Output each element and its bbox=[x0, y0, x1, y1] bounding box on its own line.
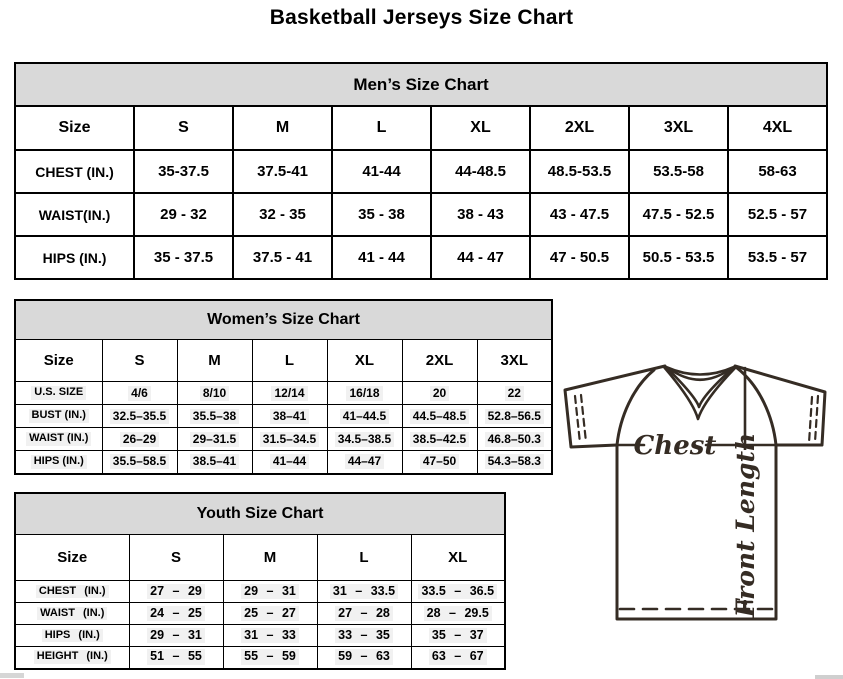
scrollbar-fragment-left bbox=[0, 673, 24, 678]
front-length-label: Front Length bbox=[731, 432, 760, 618]
womens-waist-cell: 31.5–34.5 bbox=[252, 428, 327, 451]
youth-chest-cell: 29 – 31 bbox=[223, 581, 317, 603]
jersey-outline bbox=[565, 366, 825, 619]
womens-bust-cell: 44.5–48.5 bbox=[402, 405, 477, 428]
youth-col-header-l: L bbox=[317, 535, 411, 581]
youth-chest-row bbox=[15, 581, 505, 603]
youth-hips-cell: 35 – 37 bbox=[411, 625, 505, 647]
womens-bust-row bbox=[15, 405, 552, 428]
womens-col-header-xl: XL bbox=[327, 340, 402, 382]
womens-waist-cell: 34.5–38.5 bbox=[327, 428, 402, 451]
youth-waist-row bbox=[15, 603, 505, 625]
youth-size-header: Size bbox=[15, 535, 129, 581]
mens-waist-cell: 29 - 32 bbox=[134, 193, 233, 236]
youth-row-label-height: HEIGHT (IN.) bbox=[15, 647, 129, 669]
mens-hips-cell: 41 - 44 bbox=[332, 236, 431, 279]
womens-row-label-bust: BUST (IN.) bbox=[15, 405, 102, 428]
mens-hips-cell: 37.5 - 41 bbox=[233, 236, 332, 279]
womens-hips-cell: 35.5–58.5 bbox=[102, 451, 177, 474]
youth-hips-cell: 29 – 31 bbox=[129, 625, 223, 647]
mens-waist-row bbox=[15, 193, 827, 236]
youth-chest-cell: 33.5 – 36.5 bbox=[411, 581, 505, 603]
mens-row-label-hips: HIPS (IN.) bbox=[15, 236, 134, 279]
mens-waist-cell: 35 - 38 bbox=[332, 193, 431, 236]
mens-size-chart-table bbox=[14, 62, 828, 280]
youth-col-header-xl: XL bbox=[411, 535, 505, 581]
mens-waist-cell: 52.5 - 57 bbox=[728, 193, 827, 236]
womens-size-chart-table bbox=[14, 299, 553, 475]
womens-hips-row bbox=[15, 451, 552, 474]
womens-us-size-row bbox=[15, 382, 552, 405]
womens-us-size-cell: 16/18 bbox=[327, 382, 402, 405]
youth-chest-cell: 27 – 29 bbox=[129, 581, 223, 603]
mens-col-header-s: S bbox=[134, 106, 233, 150]
jersey-collar bbox=[664, 367, 736, 419]
womens-us-size-cell: 12/14 bbox=[252, 382, 327, 405]
mens-row-label-chest: CHEST (IN.) bbox=[15, 150, 134, 193]
youth-col-header-m: M bbox=[223, 535, 317, 581]
youth-size-chart-table bbox=[14, 492, 506, 670]
youth-height-cell: 63 – 67 bbox=[411, 647, 505, 669]
womens-size-header: Size bbox=[15, 340, 102, 382]
womens-waist-cell: 29–31.5 bbox=[177, 428, 252, 451]
mens-chest-cell: 44-48.5 bbox=[431, 150, 530, 193]
womens-bust-cell: 32.5–35.5 bbox=[102, 405, 177, 428]
womens-waist-row bbox=[15, 428, 552, 451]
womens-hips-cell: 44–47 bbox=[327, 451, 402, 474]
womens-bust-cell: 41–44.5 bbox=[327, 405, 402, 428]
womens-col-header-2xl: 2XL bbox=[402, 340, 477, 382]
womens-row-label-hips: HIPS (IN.) bbox=[15, 451, 102, 474]
youth-waist-cell: 27 – 28 bbox=[317, 603, 411, 625]
youth-height-cell: 51 – 55 bbox=[129, 647, 223, 669]
youth-chart-title: Youth Size Chart bbox=[15, 493, 505, 535]
womens-bust-cell: 52.8–56.5 bbox=[477, 405, 552, 428]
youth-chest-cell: 31 – 33.5 bbox=[317, 581, 411, 603]
womens-waist-cell: 38.5–42.5 bbox=[402, 428, 477, 451]
womens-col-header-s: S bbox=[102, 340, 177, 382]
youth-hips-cell: 33 – 35 bbox=[317, 625, 411, 647]
womens-row-label-waist: WAIST (IN.) bbox=[15, 428, 102, 451]
youth-hips-cell: 31 – 33 bbox=[223, 625, 317, 647]
mens-chest-cell: 37.5-41 bbox=[233, 150, 332, 193]
mens-col-header-l: L bbox=[332, 106, 431, 150]
youth-hips-row bbox=[15, 625, 505, 647]
youth-row-label-waist: WAIST (IN.) bbox=[15, 603, 129, 625]
mens-waist-cell: 43 - 47.5 bbox=[530, 193, 629, 236]
womens-waist-cell: 26–29 bbox=[102, 428, 177, 451]
mens-col-header-xl: XL bbox=[431, 106, 530, 150]
womens-hips-cell: 41–44 bbox=[252, 451, 327, 474]
mens-waist-cell: 47.5 - 52.5 bbox=[629, 193, 728, 236]
youth-height-cell: 55 – 59 bbox=[223, 647, 317, 669]
mens-size-header: Size bbox=[15, 106, 134, 150]
mens-hips-cell: 53.5 - 57 bbox=[728, 236, 827, 279]
womens-hips-cell: 54.3–58.3 bbox=[477, 451, 552, 474]
mens-chest-row bbox=[15, 150, 827, 193]
jersey-measurement-diagram bbox=[557, 355, 841, 629]
womens-chart-title: Women’s Size Chart bbox=[15, 300, 552, 340]
mens-waist-cell: 38 - 43 bbox=[431, 193, 530, 236]
mens-chest-cell: 48.5-53.5 bbox=[530, 150, 629, 193]
youth-col-header-s: S bbox=[129, 535, 223, 581]
youth-height-cell: 59 – 63 bbox=[317, 647, 411, 669]
mens-col-header-m: M bbox=[233, 106, 332, 150]
womens-col-header-l: L bbox=[252, 340, 327, 382]
youth-waist-cell: 24 – 25 bbox=[129, 603, 223, 625]
youth-waist-cell: 25 – 27 bbox=[223, 603, 317, 625]
mens-waist-cell: 32 - 35 bbox=[233, 193, 332, 236]
mens-chest-cell: 35-37.5 bbox=[134, 150, 233, 193]
womens-bust-cell: 35.5–38 bbox=[177, 405, 252, 428]
womens-col-header-m: M bbox=[177, 340, 252, 382]
womens-us-size-cell: 4/6 bbox=[102, 382, 177, 405]
womens-col-header-3xl: 3XL bbox=[477, 340, 552, 382]
mens-chest-cell: 53.5-58 bbox=[629, 150, 728, 193]
mens-row-label-waist: WAIST(IN.) bbox=[15, 193, 134, 236]
youth-row-label-chest: CHEST (IN.) bbox=[15, 581, 129, 603]
mens-col-header-2xl: 2XL bbox=[530, 106, 629, 150]
womens-us-size-cell: 8/10 bbox=[177, 382, 252, 405]
womens-hips-cell: 47–50 bbox=[402, 451, 477, 474]
mens-hips-cell: 50.5 - 53.5 bbox=[629, 236, 728, 279]
mens-hips-cell: 35 - 37.5 bbox=[134, 236, 233, 279]
mens-hips-cell: 47 - 50.5 bbox=[530, 236, 629, 279]
mens-hips-row bbox=[15, 236, 827, 279]
youth-height-row bbox=[15, 647, 505, 669]
womens-waist-cell: 46.8–50.3 bbox=[477, 428, 552, 451]
chest-label: Chest bbox=[633, 431, 717, 461]
mens-chest-cell: 58-63 bbox=[728, 150, 827, 193]
womens-bust-cell: 38–41 bbox=[252, 405, 327, 428]
scrollbar-fragment-right bbox=[815, 675, 843, 679]
womens-us-size-cell: 20 bbox=[402, 382, 477, 405]
mens-hips-cell: 44 - 47 bbox=[431, 236, 530, 279]
youth-waist-cell: 28 – 29.5 bbox=[411, 603, 505, 625]
womens-row-label-us-size: U.S. SIZE bbox=[15, 382, 102, 405]
youth-row-label-hips: HIPS (IN.) bbox=[15, 625, 129, 647]
womens-hips-cell: 38.5–41 bbox=[177, 451, 252, 474]
mens-col-header-3xl: 3XL bbox=[629, 106, 728, 150]
mens-col-header-4xl: 4XL bbox=[728, 106, 827, 150]
mens-chart-title: Men’s Size Chart bbox=[15, 63, 827, 106]
mens-chest-cell: 41-44 bbox=[332, 150, 431, 193]
womens-us-size-cell: 22 bbox=[477, 382, 552, 405]
page-title: Basketball Jerseys Size Chart bbox=[269, 6, 574, 29]
